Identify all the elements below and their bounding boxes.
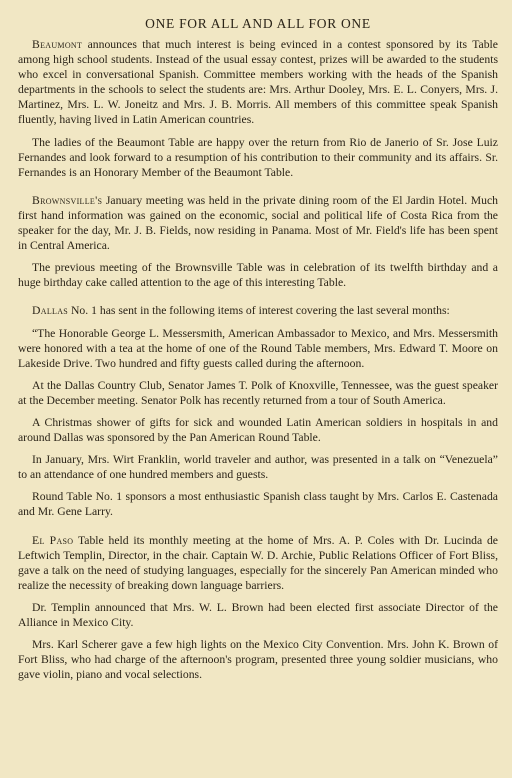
paragraph-el-paso-scherer <box>18 637 498 682</box>
paragraph-dallas-franklin <box>18 452 498 482</box>
paragraph-text: A Christmas shower of gifts for sick and wounded Latin American soldiers in hospitals in and around Dallas was sponsored by the Pan American Round Table. <box>18 415 498 445</box>
paragraph-lead: Beaumont <box>32 38 83 51</box>
paragraph-text: “The Honorable George L. Messersmith, American Ambassador to Mexico, and Mrs. Messersmith were honored with a tea at the home of one of the Round Table members, Mrs. Edward T. Moore on Lakeside Drive. Two hundred and fifty guests called during the afternoon. <box>18 326 498 370</box>
paragraph-text: The previous meeting of the Brownsville Table was in celebration of its twelfth birthday and a huge birthday cake called attention to the age of this interesting Table. <box>18 261 498 290</box>
paragraph-beaumont-contest <box>18 37 498 128</box>
paragraph-lead: Dallas <box>32 304 69 318</box>
paragraph-lead: Brownsville's <box>32 193 103 207</box>
paragraph-dallas-messersmith <box>18 326 498 371</box>
paragraph-dallas-spanish-class <box>18 489 498 519</box>
paragraph-brownsville-birthday <box>18 260 498 290</box>
paragraph-text: At the Dallas Country Club, Senator James T. Polk of Knoxville, Tennessee, was the guest speaker at the December meeting. Senator Polk has recently returned from a tour of South America. <box>18 378 498 407</box>
paragraph-text: The ladies of the Beaumont Table are happy over the return from Rio de Janerio of Sr. Jose Luiz Fernandes and look forward to a resumption of his contribution to their community and its affairs. Sr. Fernandes is an Honorary Member of the Beaumont Table. <box>18 135 498 179</box>
paragraph-lead: El Paso <box>32 533 74 547</box>
paragraph-dallas-christmas <box>18 415 498 445</box>
paragraph-el-paso-templin <box>18 600 498 630</box>
paragraph-el-paso-meeting <box>18 533 498 593</box>
paragraph-text: In January, Mrs. Wirt Franklin, world traveler and author, was presented in a talk on “Venezuela” to an attendance of one hundred members and guests. <box>18 453 498 482</box>
paragraph-text: Mrs. Karl Scherer gave a few high lights on the Mexico City Convention. Mrs. John K. Brown of Fort Bliss, who had charge of the afternoon's program, presented three young soldier musicians, who gave violin, piano and vocal selections. <box>18 638 498 682</box>
paragraph-brownsville-meeting <box>18 193 498 253</box>
paragraph-text: No. 1 has sent in the following items of interest covering the last several months: <box>68 304 450 318</box>
paragraph-text: January meeting was held in the private dining room of the El Jardin Hotel. Much first hand information was gained on the economic, social and political life of Costa Rica from the speaker for the day, Mr. J. B. Fields, now residing in Panama. Most of Mr. Field's life has been spent in Central America. <box>18 193 498 253</box>
paragraph-text: announces that much interest is being evinced in a contest sponsored by its Table among high school students. Instead of the usual essay contest, prizes will be awarded to the students who excel in conversational Spanish. Committee members working with the heads of the Spanish departments in the schools to select the students are: Mrs. Arthur Dooley, Mrs. E. L. Conyers, Mrs. J. Martinez, Mrs. L. W. Joneitz and Mrs. J. B. Morris. All members of this committee speak Spanish fluently, having lived in Latin American countries. <box>18 38 498 127</box>
paragraph-beaumont-fernandes <box>18 135 498 180</box>
paragraph-text: Round Table No. 1 sponsors a most enthusiastic Spanish class taught by Mrs. Carlos E. Castenada and Mr. Gene Larry. <box>18 490 498 519</box>
paragraph-dallas-polk <box>18 378 498 408</box>
paragraph-dallas-intro <box>18 303 498 318</box>
paragraph-text: Table held its monthly meeting at the home of Mrs. A. P. Coles with Dr. Lucinda de Leftwich Templin, Director, in the chair. Captain W. D. Archie, Public Relations Officer of Fort Bliss, gave a talk on the need of studying languages, especially for the sincerely Pan American minded who realize the necessity of breaking down language barriers. <box>18 533 498 592</box>
paragraph-text: Dr. Templin announced that Mrs. W. L. Brown had been elected first associate Director of the Alliance in Mexico City. <box>18 600 498 629</box>
page-title: ONE FOR ALL AND ALL FOR ONE <box>145 16 371 31</box>
